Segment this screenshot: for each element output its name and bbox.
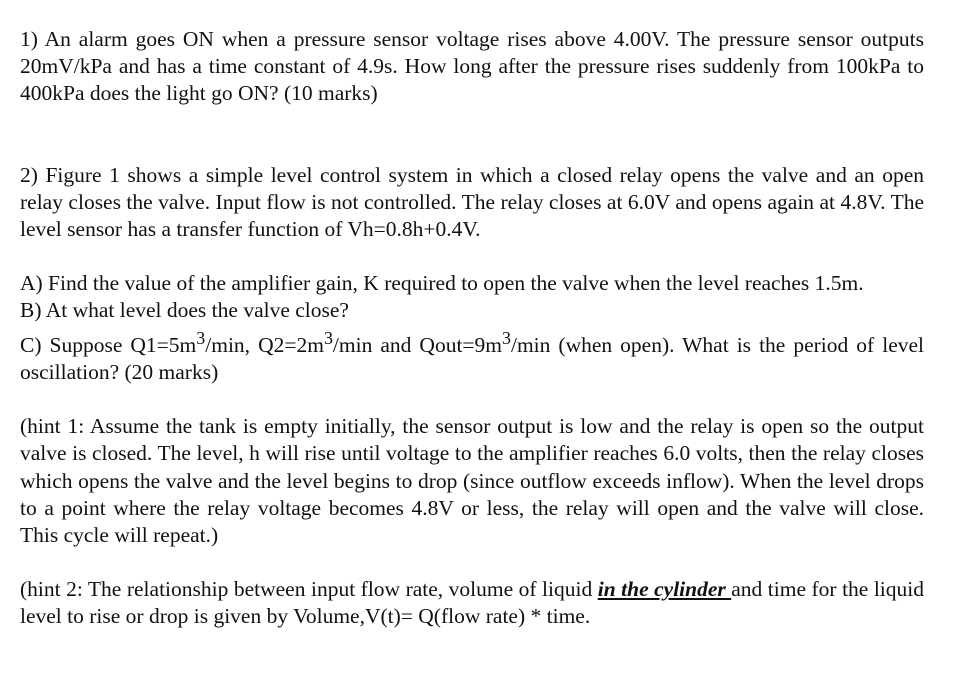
hint-2-before: (hint 2: The relationship between input flow rate, volume of liquid: [20, 577, 598, 602]
spacer: [20, 386, 924, 413]
hint-2-emphasis: in the cylinder: [597, 577, 732, 602]
question-2-part-b: B) At what level does the valve close?: [20, 298, 349, 323]
question-2-part-c: [20, 325, 924, 387]
part-c-text-1: C) Suppose Q1=5m: [20, 332, 197, 357]
cubic-superscript: 3: [323, 327, 333, 348]
spacer: [20, 108, 924, 162]
question-2-intro: 2) Figure 1 shows a simple level control system in which a closed relay opens the valve and an open relay closes the valve. Input flow is not controlled. The relay closes at 6.0V and opens again at 4.8V. The level sensor has a transfer function of Vh=0.8h+0.4V.: [20, 162, 924, 242]
hint-2: [20, 576, 924, 630]
spacer: [20, 243, 924, 270]
cubic-superscript: 3: [196, 327, 206, 348]
question-2-part-a: A) Find the value of the amplifier gain, K required to open the valve when the level reaches 1.5m.: [20, 271, 864, 296]
part-c-text-2: /min, Q2=2m: [205, 332, 324, 357]
hint-2-after: and time for the liquid level to rise or drop is given by Volume,V(t)= Q(flow rate) * time.: [20, 577, 925, 629]
part-c-text-4: /min (when open). What is the period of level oscillation? (20 marks): [20, 332, 925, 384]
hint-1: (hint 1: Assume the tank is empty initially, the sensor output is low and the relay is open so the output valve is closed. The level, h will rise until voltage to the amplifier reaches 6.0 volts, then the relay closes which opens the valve and the level begins to drop (since outflow exceeds inflow). When the level drops to a point where the relay voltage becomes 4.8V or less, the relay will open and the valve will close. This cycle will repeat.): [20, 414, 924, 547]
spacer: [20, 549, 924, 576]
question-1: 1) An alarm goes ON when a pressure sensor voltage rises above 4.00V. The pressure sensor outputs 20mV/kPa and has a time constant of 4.9s. How long after the pressure rises suddenly from 100kPa to 400kPa does the light go ON? (10 marks): [20, 27, 924, 106]
cubic-superscript: 3: [502, 327, 511, 348]
document: [20, 26, 924, 631]
part-c-text-3: /min and Qout=9m: [332, 332, 503, 357]
